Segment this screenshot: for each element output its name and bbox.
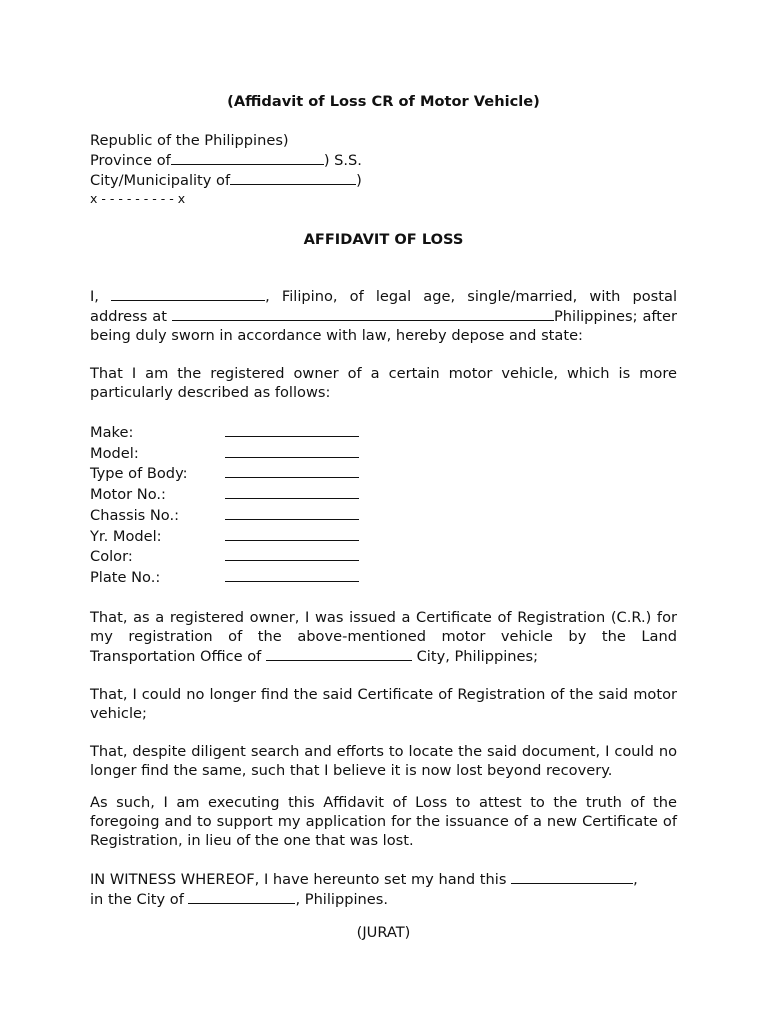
vehicle-field-label: Plate No.: <box>90 568 161 586</box>
vehicle-field-chassis-no <box>90 505 677 526</box>
affidavit-heading: AFFIDAVIT OF LOSS <box>303 231 464 248</box>
vehicle-field-motor-no <box>90 484 677 505</box>
vehicle-field-label: Make: <box>90 424 134 441</box>
witness-paragraph <box>90 869 677 909</box>
jurat-label: (JURAT) <box>356 923 411 941</box>
vehicle-field-blank <box>225 546 359 561</box>
witness-part2: , <box>633 870 638 888</box>
affiant-name-blank <box>111 286 265 301</box>
witness-date-blank <box>511 869 633 884</box>
vehicle-field-blank <box>225 463 359 478</box>
postal-address-blank <box>172 306 554 321</box>
vehicle-field-label: Yr. Model: <box>90 527 162 545</box>
vehicle-field-blank <box>225 505 359 520</box>
owner-statement-paragraph: That I am the registered owner of a certain motor vehicle, which is more particularly described as follows: <box>90 365 677 401</box>
intro-paragraph <box>90 286 677 345</box>
vehicle-field-blank <box>225 422 359 437</box>
venue-province-suffix: ) S.S. <box>323 152 362 169</box>
document-title: (Affidavit of Loss CR of Motor Vehicle) <box>227 93 540 110</box>
city-municipality-blank <box>230 170 356 185</box>
province-blank <box>171 150 324 165</box>
venue-city <box>90 170 677 190</box>
vehicle-field-model <box>90 443 677 464</box>
vehicle-field-type-of-body <box>90 463 677 484</box>
vehicle-field-label: Chassis No.: <box>90 506 180 524</box>
vehicle-field-label: Motor No.: <box>90 486 166 504</box>
vehicle-field-color <box>90 546 677 567</box>
witness-part4: , Philippines. <box>295 890 389 908</box>
intro-part3: Philippines; after being duly sworn in accordance with law, hereby depose and state: <box>90 308 678 344</box>
vehicle-field-make <box>90 422 677 443</box>
no-longer-find-paragraph: That, I could no longer find the said Certificate of Registration of the said motor vehicle; <box>90 685 677 722</box>
vehicle-details-list <box>90 422 677 588</box>
venue-separator: x - - - - - - - - - x <box>90 191 186 206</box>
witness-part1: IN WITNESS WHEREOF, I have hereunto set my hand this <box>90 870 507 888</box>
registration-part1: That, as a registered owner, I was issued a Certificate of Registration (C.R.) for my registration of the above-mentioned motor vehicle by the Land Transportation Office of <box>90 608 677 665</box>
affidavit-page <box>90 92 677 942</box>
vehicle-field-label: Type of Body: <box>90 465 188 483</box>
registration-part2: City, Philippines; <box>416 647 539 665</box>
intro-part1: I, <box>90 288 99 305</box>
vehicle-field-blank <box>225 526 359 541</box>
vehicle-field-yr-model <box>90 526 677 547</box>
vehicle-field-blank <box>225 484 359 499</box>
witness-city-blank <box>188 889 295 904</box>
venue-province-label: Province of <box>90 152 171 169</box>
venue-province <box>90 150 677 170</box>
intro-part2: , Filipino, of legal age, single/married, with postal address at <box>90 288 678 325</box>
vehicle-field-label: Model: <box>90 444 139 462</box>
vehicle-field-label: Color: <box>90 548 133 566</box>
vehicle-field-blank <box>225 443 359 458</box>
witness-part3: in the City of <box>90 890 184 908</box>
venue-republic: Republic of the Philippines) <box>90 132 289 149</box>
venue-block <box>90 131 677 208</box>
executing-paragraph: As such, I am executing this Affidavit of Loss to attest to the truth of the foregoing and to support my application for the issuance of a new Certificate of Registration, in lieu of the one that was lost. <box>90 793 677 849</box>
lto-office-blank <box>266 646 412 661</box>
venue-city-label: City/Municipality of <box>90 172 231 189</box>
vehicle-field-plate-no <box>90 567 677 588</box>
diligent-search-paragraph: That, despite diligent search and efforts to locate the said document, I could no longer find the same, such that I believe it is now lost beyond recovery. <box>90 742 677 779</box>
venue-city-suffix: ) <box>356 172 362 189</box>
registration-paragraph <box>90 608 677 666</box>
vehicle-field-blank <box>225 567 359 582</box>
